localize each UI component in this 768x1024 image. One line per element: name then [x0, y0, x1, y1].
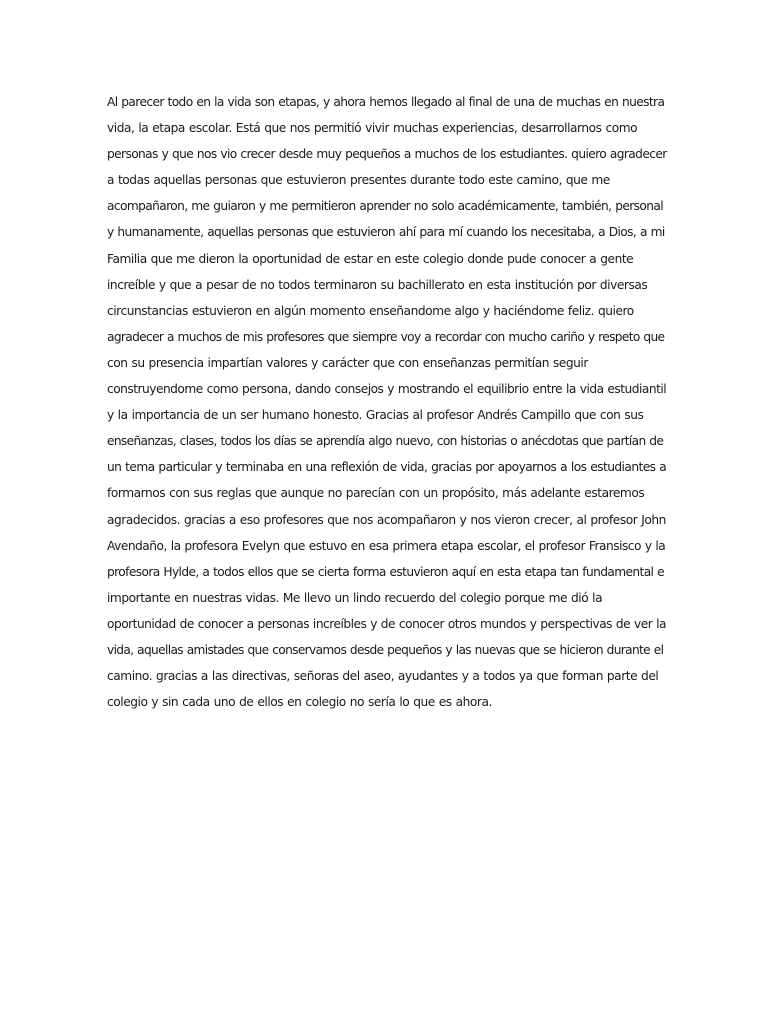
text-line: formarnos con sus reglas que aunque no parecían con un propósito, más adelante estaremos	[107, 486, 645, 501]
text-line: importante en nuestras vidas. Me llevo un lindo recuerdo del colegio porque me dió la	[107, 590, 603, 605]
text-line: acompañaron, me guiaron y me permitieron aprender no solo académicamente, también, personal	[107, 199, 664, 214]
text-line: construyendome como persona, dando consejos y mostrando el equilibrio entre la vida estudiantil	[107, 382, 667, 397]
text-line: con su presencia impartían valores y carácter que con enseñanzas permitían seguir	[107, 355, 588, 370]
text-line: colegio y sin cada uno de ellos en colegio no sería lo que es ahora.	[107, 695, 492, 710]
text-line: a todas aquellas personas que estuvieron presentes durante todo este camino, que me	[107, 173, 610, 188]
text-line: enseñanzas, clases, todos los días se aprendía algo nuevo, con historias o anécdotas que partían de	[107, 434, 664, 449]
text-line: circunstancias estuvieron en algún momento enseñandome algo y haciéndome feliz. quiero	[107, 303, 634, 318]
text-line: vida, aquellas amistades que conservamos desde pequeños y las nuevas que se hicieron durante el	[107, 642, 664, 657]
text-line: oportunidad de conocer a personas increíbles y de conocer otros mundos y perspectivas de ver la	[107, 616, 666, 631]
text-line: y la importancia de un ser humano honesto. Gracias al profesor Andrés Campillo que con sus	[107, 408, 644, 423]
text-line: vida, la etapa escolar. Está que nos permitió vivir muchas experiencias, desarrollarnos como	[107, 121, 638, 136]
text-line: Avendaño, la profesora Evelyn que estuvo en esa primera etapa escolar, el profesor Fransisco y la	[107, 538, 666, 553]
text-line: agradecer a muchos de mis profesores que siempre voy a recordar con mucho cariño y respeto que	[107, 329, 665, 344]
body-paragraph	[107, 89, 667, 715]
text-line: Familia que me dieron la oportunidad de estar en este colegio donde pude conocer a gente	[107, 251, 634, 266]
text-line: camino. gracias a las directivas, señoras del aseo, ayudantes y a todos ya que forman parte del	[107, 669, 659, 684]
text-line: profesora Hylde, a todos ellos que se cierta forma estuvieron aquí en esta etapa tan fundamental e	[107, 564, 665, 579]
text-line: agradecidos. gracias a eso profesores que nos acompañaron y nos vieron crecer, al profesor John	[107, 512, 666, 527]
text-line: increíble y que a pesar de no todos terminaron su bachillerato en esta institución por diversas	[107, 277, 648, 292]
text-line: un tema particular y terminaba en una reflexión de vida, gracias por apoyarnos a los estudiantes a	[107, 460, 667, 475]
text-line: y humanamente, aquellas personas que estuvieron ahí para mí cuando los necesitaba, a Dios, a mi	[107, 225, 665, 240]
text-line: personas y que nos vio crecer desde muy pequeños a muchos de los estudiantes. quiero agradecer	[107, 147, 667, 162]
text-line: Al parecer todo en la vida son etapas, y ahora hemos llegado al final de una de muchas en nuestra	[107, 95, 665, 109]
